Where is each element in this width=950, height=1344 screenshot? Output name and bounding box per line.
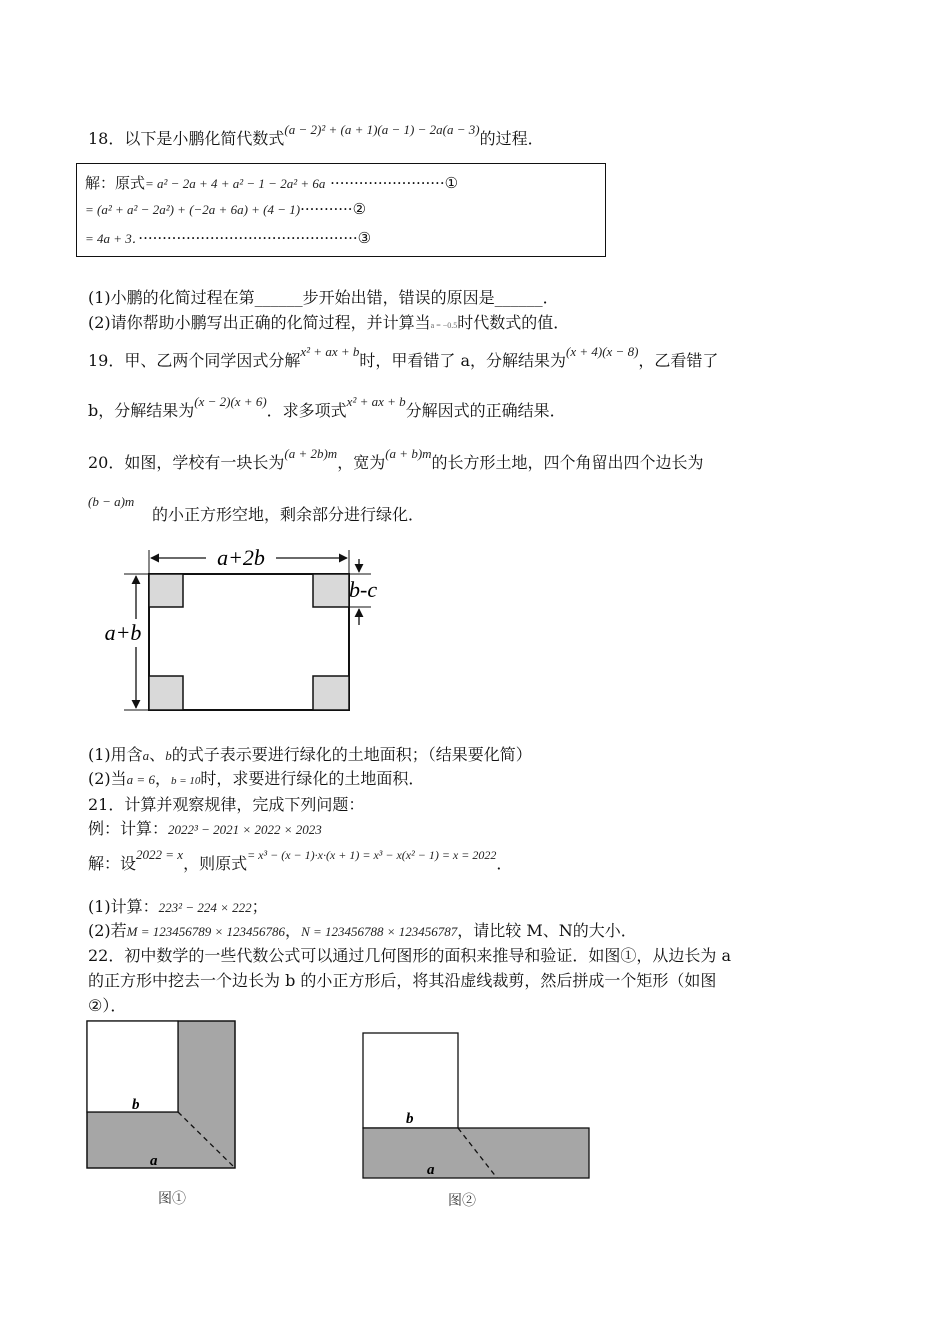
q18-num: 18． xyxy=(88,129,125,148)
q21-p2-n: N = 123456788 × 123456787 xyxy=(301,924,458,939)
q21-solution-mid: ，则原式 xyxy=(183,854,248,873)
q20-width: (a + b)m xyxy=(385,446,432,461)
q19-text-f: 分解因式的正确结果． xyxy=(405,401,566,420)
q20-p2-text-b: ， xyxy=(154,769,171,788)
fig20-right-label: b-c xyxy=(349,577,378,602)
q19-polynomial: x² + ax + b xyxy=(300,344,360,359)
q18-part2-condition: a = −0.5 xyxy=(430,321,458,330)
q18-part1: (1)小鹏的化简过程在第______步开始出错，错误的原因是______． xyxy=(88,288,559,307)
box-line1-dots: ························ xyxy=(330,174,445,192)
q21-p1-expr: 223² − 224 × 222 xyxy=(158,900,252,915)
q20-p1-text-a: (1)用含 xyxy=(88,745,143,764)
fig2-rectangle xyxy=(363,1128,589,1178)
q21-p2-label: (2)若 xyxy=(88,921,127,940)
q20-p2-text-a: (2)当 xyxy=(88,769,127,788)
q19-text-a: 19．甲、乙两个同学因式分解 xyxy=(88,351,301,370)
box-line3-expr: = 4a + 3． xyxy=(85,231,139,246)
q20-p2-cond-a: a = 6 xyxy=(126,772,155,787)
fig2-caption: 图② xyxy=(448,1194,476,1209)
q22-figure-1 xyxy=(80,1015,250,1215)
fig20-left-label: a+b xyxy=(104,620,142,645)
q20-length: (a + 2b)m xyxy=(284,446,338,461)
q20-figure xyxy=(96,545,406,720)
fig1-label-b: b xyxy=(132,1097,140,1113)
step-mark-3: ③ xyxy=(357,229,372,247)
q19-polynomial-2: x² + ax + b xyxy=(346,394,406,409)
q18-expression: (a − 2)² + (a + 1)(a − 1) − 2a(a − 3) xyxy=(284,122,480,137)
q20-side: (b − a)m xyxy=(88,494,135,509)
q21-solution-label: 解：设 xyxy=(88,854,137,873)
q20-p1-text-b: 、 xyxy=(149,745,166,764)
fig1-caption: 图① xyxy=(158,1192,186,1207)
q20-p1-text-c: 的式子表示要进行绿化的土地面积；（结果要化简） xyxy=(171,745,532,764)
step-mark-1: ① xyxy=(444,174,459,192)
q22-line3: ②）． xyxy=(88,996,127,1015)
q21-solution-end: ． xyxy=(496,854,513,873)
q20-p1-var-b: b xyxy=(165,748,172,763)
box-line1-expr: = a² − 2a + 4 + a² − 1 − 2a² + 6a xyxy=(145,176,326,191)
q20-text-b: ，宽为 xyxy=(337,453,386,472)
q21-p2-end: ，请比较 M、N的大小． xyxy=(457,921,637,940)
q21-p1-end: ； xyxy=(251,897,268,916)
q18-part2-text: (2)请你帮助小鹏写出正确的化简过程，并计算当 xyxy=(88,313,431,332)
q19-result-1: (x + 4)(x − 8) xyxy=(566,344,639,359)
q21-solution-expr: = x³ − (x − 1)·x·(x + 1) = x³ − x(x² − 1) = x = 2022 xyxy=(247,848,497,862)
box-line2-dots: ··········· xyxy=(300,200,353,218)
q19-text-d: b，分解结果为 xyxy=(88,401,195,420)
q20-p2-text-c: 时，求要进行绿化的土地面积． xyxy=(200,769,425,788)
q20-part2 xyxy=(88,768,424,792)
box-line-2 xyxy=(85,200,366,218)
q22-line2: 的正方形中挖去一个边长为 b 的小正方形后，将其沿虚线裁剪，然后拼成一个矩形（如图 xyxy=(88,971,717,990)
corner-square-tl xyxy=(149,574,183,607)
box-line-1 xyxy=(85,172,458,193)
q20-line2: 的小正方形空地，剩余部分进行绿化． xyxy=(152,505,425,524)
box-line2-expr: = (a² + a² − 2a²) + (−2a + 6a) + (4 − 1) xyxy=(85,202,301,217)
q22-line1: 22．初中数学的一些代数公式可以通过几何图形的面积来推导和验证．如图①，从边长为 a xyxy=(88,946,731,965)
q19-line2 xyxy=(88,394,566,423)
q20-line1 xyxy=(88,446,704,475)
solution-box xyxy=(76,163,606,257)
corner-square-br xyxy=(313,676,349,710)
q21-part1 xyxy=(88,896,268,919)
q21-solution xyxy=(88,847,513,876)
q21-part2 xyxy=(88,920,637,943)
q21-example xyxy=(88,818,322,841)
q21-example-expr: 2022³ − 2021 × 2022 × 2023 xyxy=(168,822,322,837)
q18-line xyxy=(88,122,544,151)
q18-intro: 以下是小鹏化简代数式 xyxy=(124,129,285,148)
fig20-top-label: a+2b xyxy=(217,545,265,570)
q19-text-e: ．求多项式 xyxy=(266,401,347,420)
q21-solution-set: 2022 = x xyxy=(136,847,184,862)
fig1-label-a: a xyxy=(150,1153,158,1169)
q21-title: 21．计算并观察规律，完成下列问题： xyxy=(88,795,365,814)
q20-p1-var-a: a xyxy=(142,748,150,763)
q21-p2-m: M = 123456789 × 123456786 xyxy=(126,924,286,939)
q20-side-expr xyxy=(88,490,134,513)
box-line1-label: 解：原式 xyxy=(85,174,146,192)
q21-p2-comma: ， xyxy=(285,921,302,940)
q20-text-a: 20．如图，学校有一块长为 xyxy=(88,453,285,472)
q19-text-b: 时，甲看错了 a，分解结果为 xyxy=(359,351,566,370)
q18-part2-end: 时代数式的值． xyxy=(457,313,570,332)
step-mark-2: ② xyxy=(352,200,367,218)
q19-result-2: (x − 2)(x + 6) xyxy=(194,394,267,409)
q21-example-label: 例：计算： xyxy=(88,819,169,838)
fig2-label-b: b xyxy=(406,1111,414,1127)
q18-tail: 的过程． xyxy=(479,129,544,148)
q20-part1 xyxy=(88,744,532,767)
corner-square-tr xyxy=(313,574,349,607)
box-line-3 xyxy=(85,228,371,247)
q22-figure-2 xyxy=(355,1025,600,1215)
q20-p2-cond-b: b = 10 xyxy=(170,775,201,787)
q19-text-c: ，乙看错了 xyxy=(638,351,719,370)
box-line3-dots: ·············································· xyxy=(138,229,358,247)
q20-text-c: 的长方形土地，四个角留出四个边长为 xyxy=(431,453,704,472)
q19-line1 xyxy=(88,344,719,373)
corner-square-bl xyxy=(149,676,183,710)
fig2-label-a: a xyxy=(427,1162,435,1178)
q18-part2 xyxy=(88,312,569,337)
q21-p1-label: (1)计算： xyxy=(88,897,159,916)
